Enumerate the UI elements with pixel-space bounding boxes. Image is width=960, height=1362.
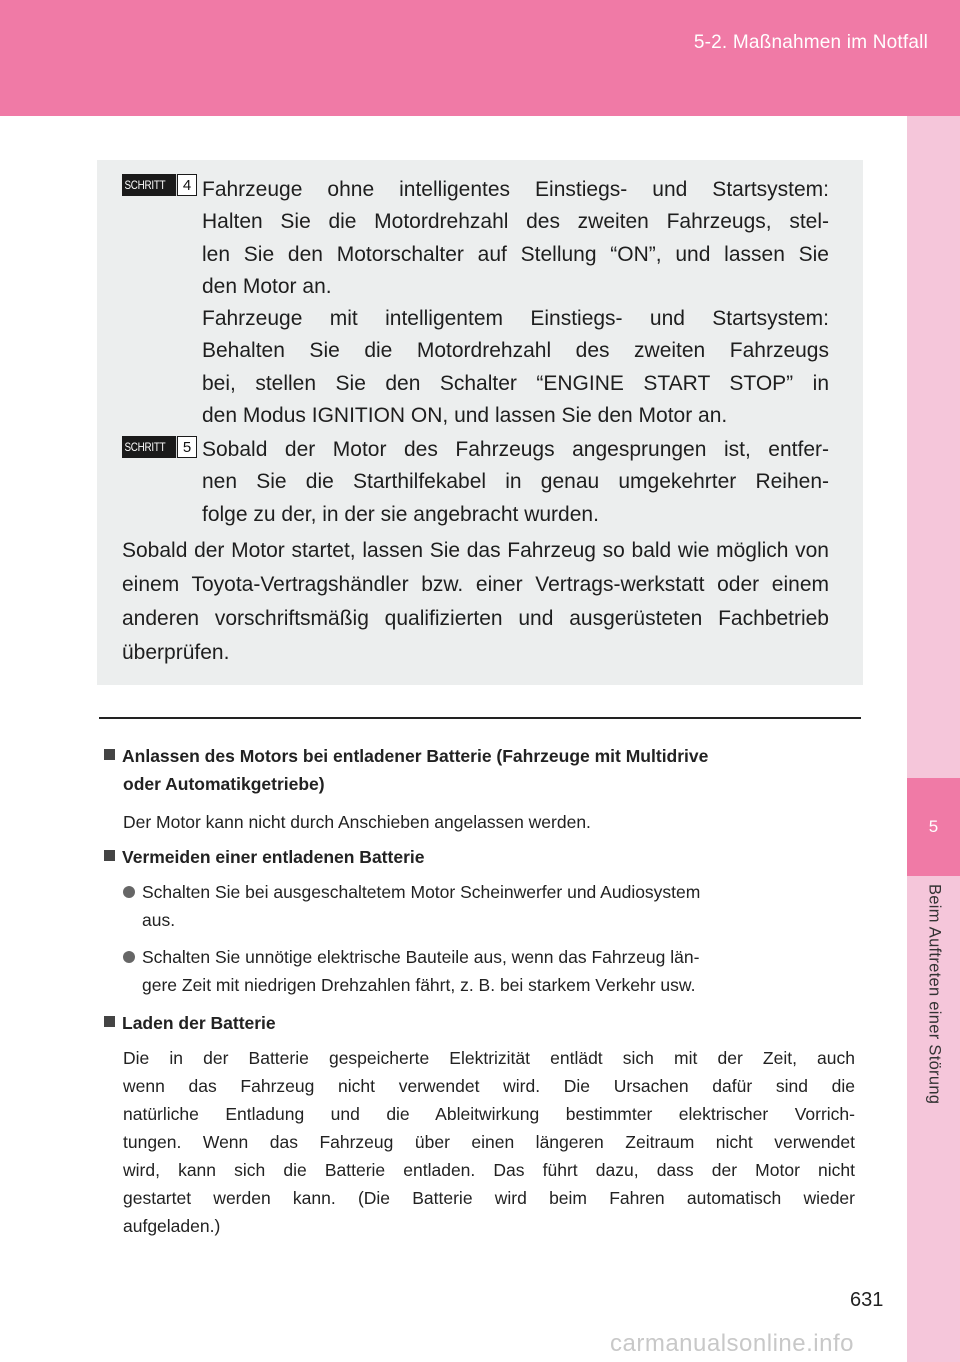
step-badge-label: SCHRITT (122, 174, 176, 196)
text-line: wenn das Fahrzeug nicht verwendet wird. Die Ursachen dafür sind die (123, 1076, 855, 1096)
step-badge-4 (122, 174, 197, 196)
step-5-text (202, 434, 829, 531)
text-line: Behalten Sie die Motordrehzahl des zweiten Fahrzeugs (202, 339, 829, 363)
chapter-title: Beim Auftreten einer Störung (925, 884, 944, 1105)
section-jumpstart-heading (104, 742, 856, 798)
section-title: 5-2. Maßnahmen im Notfall (693, 32, 928, 53)
text-line: aus. (142, 910, 176, 930)
text-line: len Sie den Motorschalter auf Stellung “ON”, und lassen Sie (202, 242, 829, 266)
text-line: Schalten Sie bei ausgeschaltetem Motor Scheinwerfer und Audiosystem (142, 882, 701, 902)
heading-text: Laden der Batterie (122, 1013, 276, 1033)
text-line: Die in der Batterie gespeicherte Elektrizität entlädt sich mit der Zeit, auch (123, 1048, 855, 1068)
heading-text: Anlassen des Motors bei entladener Batterie (Fahrzeuge mit Multidrive (122, 746, 709, 766)
text-line: den Motor an. (202, 274, 332, 298)
square-bullet-icon (104, 749, 115, 760)
step-badge-5 (122, 436, 197, 458)
watermark: carmanualsonline.info (610, 1330, 854, 1357)
text-line: folge zu der, in der sie angebracht wurden. (202, 502, 599, 526)
text-line: tungen. Wenn das Fahrzeug über einen längeren Zeitraum nicht verwendet (123, 1132, 855, 1152)
heading-text: oder Automatikgetriebe) (123, 774, 325, 794)
heading-line (104, 742, 856, 770)
text-line: aufgeladen.) (123, 1216, 221, 1236)
text-line: den Modus IGNITION ON, und lassen Sie den Motor an. (202, 404, 728, 428)
text-line: Fahrzeuge ohne intelligentes Einstiegs- und Startsystem: (202, 178, 829, 201)
text-line: natürliche Entladung und die Ableitwirkung bestimmter elektrischer Vorrich- (123, 1104, 855, 1124)
panel-note: Sobald der Motor startet, lassen Sie das Fahrzeug so bald wie möglich von einem Toyota-Vertragshändler bzw. einer Vertrags-werkstatt oder einem anderen vorschriftsmäßig qualifizierten und ausgerüsteten Fachbetrieb überprüfen. (122, 539, 829, 664)
page-header (0, 0, 960, 116)
text-line: Fahrzeuge mit intelligentem Einstiegs- und Startsystem: (202, 307, 829, 331)
text-line: bei, stellen Sie den Schalter “ENGINE START STOP” in (202, 371, 829, 395)
bullet-item (123, 943, 856, 999)
square-bullet-icon (104, 1016, 115, 1027)
step-badge-number: 5 (177, 436, 197, 458)
circle-bullet-icon (123, 886, 135, 898)
chapter-number: 5 (907, 778, 960, 876)
text-line: wird, kann sich die Batterie entladen. Das führt dazu, dass der Motor nicht (123, 1160, 855, 1180)
text-line: gere Zeit mit niedrigen Drehzahlen fährt, z. B. bei starkem Verkehr usw. (142, 975, 696, 995)
text-line: nen Sie die Starthilfekabel in genau umgekehrter Reihen- (202, 470, 829, 494)
section-charging-heading (104, 1009, 856, 1037)
section-divider (99, 717, 861, 719)
text-line: Schalten Sie unnötige elektrische Bauteile aus, wenn das Fahrzeug län- (142, 947, 700, 967)
square-bullet-icon (104, 850, 115, 861)
section-jumpstart-text: Der Motor kann nicht durch Anschieben angelassen werden. (123, 812, 591, 832)
text-line: Halten Sie die Motordrehzahl des zweiten Fahrzeugs, stel- (202, 210, 829, 234)
bullet-item (123, 878, 856, 934)
step-badge-label: SCHRITT (122, 436, 176, 458)
section-avoid-heading (104, 843, 856, 871)
page-number: 631 (850, 1289, 884, 1311)
step-4-text (202, 174, 829, 432)
text-line: gestartet werden kann. (Die Batterie wird beim Fahren automatisch wieder (123, 1188, 855, 1208)
circle-bullet-icon (123, 951, 135, 963)
section-charging-text (123, 1044, 855, 1240)
heading-text: Vermeiden einer entladenen Batterie (122, 847, 425, 867)
text-line: Sobald der Motor des Fahrzeugs angesprungen ist, entfer- (202, 438, 829, 461)
chapter-side-tab (907, 116, 960, 1362)
step-badge-number: 4 (177, 174, 197, 196)
